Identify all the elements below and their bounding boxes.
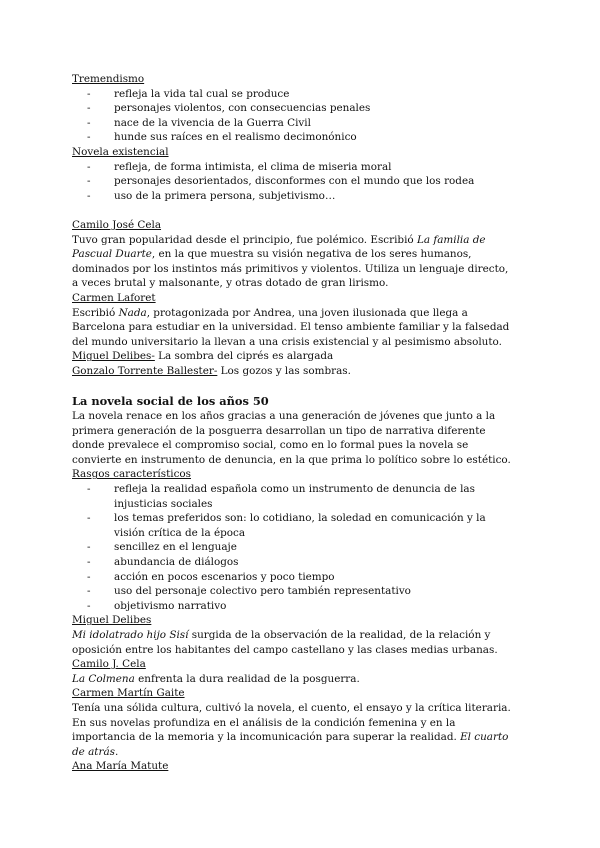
cela-text-b: , en la que muestra su visión negativa de los seres humanos, dominados por los instintos más primitivos y violentos. Utiliza un lenguaje directo, a veces brutal y malsonante, y otras dotado de gran lirismo. xyxy=(72,248,509,290)
list-item: - personajes violentos, con consecuencias penales xyxy=(87,101,512,116)
list-item: - refleja la vida tal cual se produce xyxy=(87,87,512,102)
heading-novela-existencial: Novela existencial xyxy=(72,145,169,158)
laforet-book-title: Nada xyxy=(118,306,147,319)
delibes-work: La sombra del ciprés es alargada xyxy=(154,350,334,363)
document-page xyxy=(72,72,512,774)
laforet-text-b: , protagonizada por Andrea, una joven ilusionada que llega a Barcelona para estudiar en la universidad. El tenso ambiente familiar y la falsedad del mundo universitario la llevan a una crisis existencial y al pesimismo absoluto. xyxy=(72,306,510,348)
heading-laforet: Carmen Laforet xyxy=(72,291,156,304)
torrente-line xyxy=(72,364,512,379)
list-item: - personajes desorientados, disconformes con el mundo que los rodea xyxy=(87,174,512,189)
cela-paragraph xyxy=(72,233,512,291)
heading-torrente: Gonzalo Torrente Ballester- xyxy=(72,364,218,377)
martin-gaite-book-title: El cuarto de atrás. xyxy=(72,731,509,758)
heading-tremendismo: Tremendismo xyxy=(72,73,145,85)
list-item: - los temas preferidos son: lo cotidiano, la soledad en comunicación y la visión crítica de la época xyxy=(87,511,512,540)
delibes-book-title: Mi idolatrado hijo Sisí xyxy=(72,628,189,641)
list-item: - objetivismo narrativo xyxy=(87,599,512,614)
delibes-paragraph xyxy=(72,628,512,657)
social-intro: La novela renace en los años gracias a una generación de jóvenes que junto a la primera generación de la posguerra desarrollan un tipo de narrativa diferente donde prevalece el compromiso social, como en lo formal pues la novela se convierte en instrumento de denuncia, en la que prima lo político sobre lo estético. xyxy=(72,410,511,466)
heading-delibes: Miguel Delibes- xyxy=(72,350,155,363)
list-item: - sencillez en el lenguaje xyxy=(87,540,512,555)
cela-book-title: La familia de Pascual Duarte xyxy=(72,233,486,261)
list-item: - refleja, de forma intimista, el clima de miseria moral xyxy=(87,160,512,175)
section-title-novela-social: La novela social de los años 50 xyxy=(72,394,269,409)
delibes-text: surgida de la observación de la realidad, de la relación y oposición entre los habitantes del campo castellano y las clases medias urbanas. xyxy=(72,628,498,656)
list-item: - uso del personaje colectivo pero también representativo xyxy=(87,584,512,599)
list-item: - refleja la realidad española como un instrumento de denuncia de las injusticias sociales xyxy=(87,482,512,511)
heading-cela-2: Camilo J. Cela xyxy=(72,658,146,671)
list-item: - hunde sus raíces en el realismo decimonónico xyxy=(87,130,512,145)
martin-gaite-paragraph xyxy=(72,701,512,759)
rasgos-list xyxy=(72,482,512,613)
tremendismo-list xyxy=(72,87,512,145)
cela2-book-title: La Colmena xyxy=(72,672,135,685)
existencial-list xyxy=(72,160,512,204)
heading-martin-gaite: Carmen Martín Gaite xyxy=(72,687,185,700)
delibes-line xyxy=(72,349,512,364)
list-item: - nace de la vivencia de la Guerra Civil xyxy=(87,116,512,131)
heading-miguel-delibes: Miguel Delibes xyxy=(72,614,152,627)
cela-text-a: Tuvo gran popularidad desde el principio, fue polémico. Escribió xyxy=(72,233,417,246)
list-item: - acción en pocos escenarios y poco tiempo xyxy=(87,570,512,585)
torrente-work: Los gozos y las sombras. xyxy=(217,364,351,377)
cela2-paragraph xyxy=(72,672,512,687)
heading-rasgos: Rasgos característicos xyxy=(72,468,191,481)
laforet-paragraph xyxy=(72,306,512,350)
heading-matute: Ana María Matute xyxy=(72,760,169,773)
martin-gaite-text: Tenía una sólida cultura, cultivó la novela, el cuento, el ensayo y la crítica literaria. En sus novelas profundiza en el análisis de la condición femenina y en la importancia de la memoria y la incomunicación para superar la realidad. xyxy=(72,701,511,744)
list-item: - abundancia de diálogos xyxy=(87,555,512,570)
cela2-text: enfrenta la dura realidad de la posguerra. xyxy=(134,672,360,685)
heading-cela: Camilo José Cela xyxy=(72,218,162,231)
laforet-text-a: Escribió xyxy=(72,306,119,319)
list-item: - uso de la primera persona, subjetivismo… xyxy=(87,189,512,204)
